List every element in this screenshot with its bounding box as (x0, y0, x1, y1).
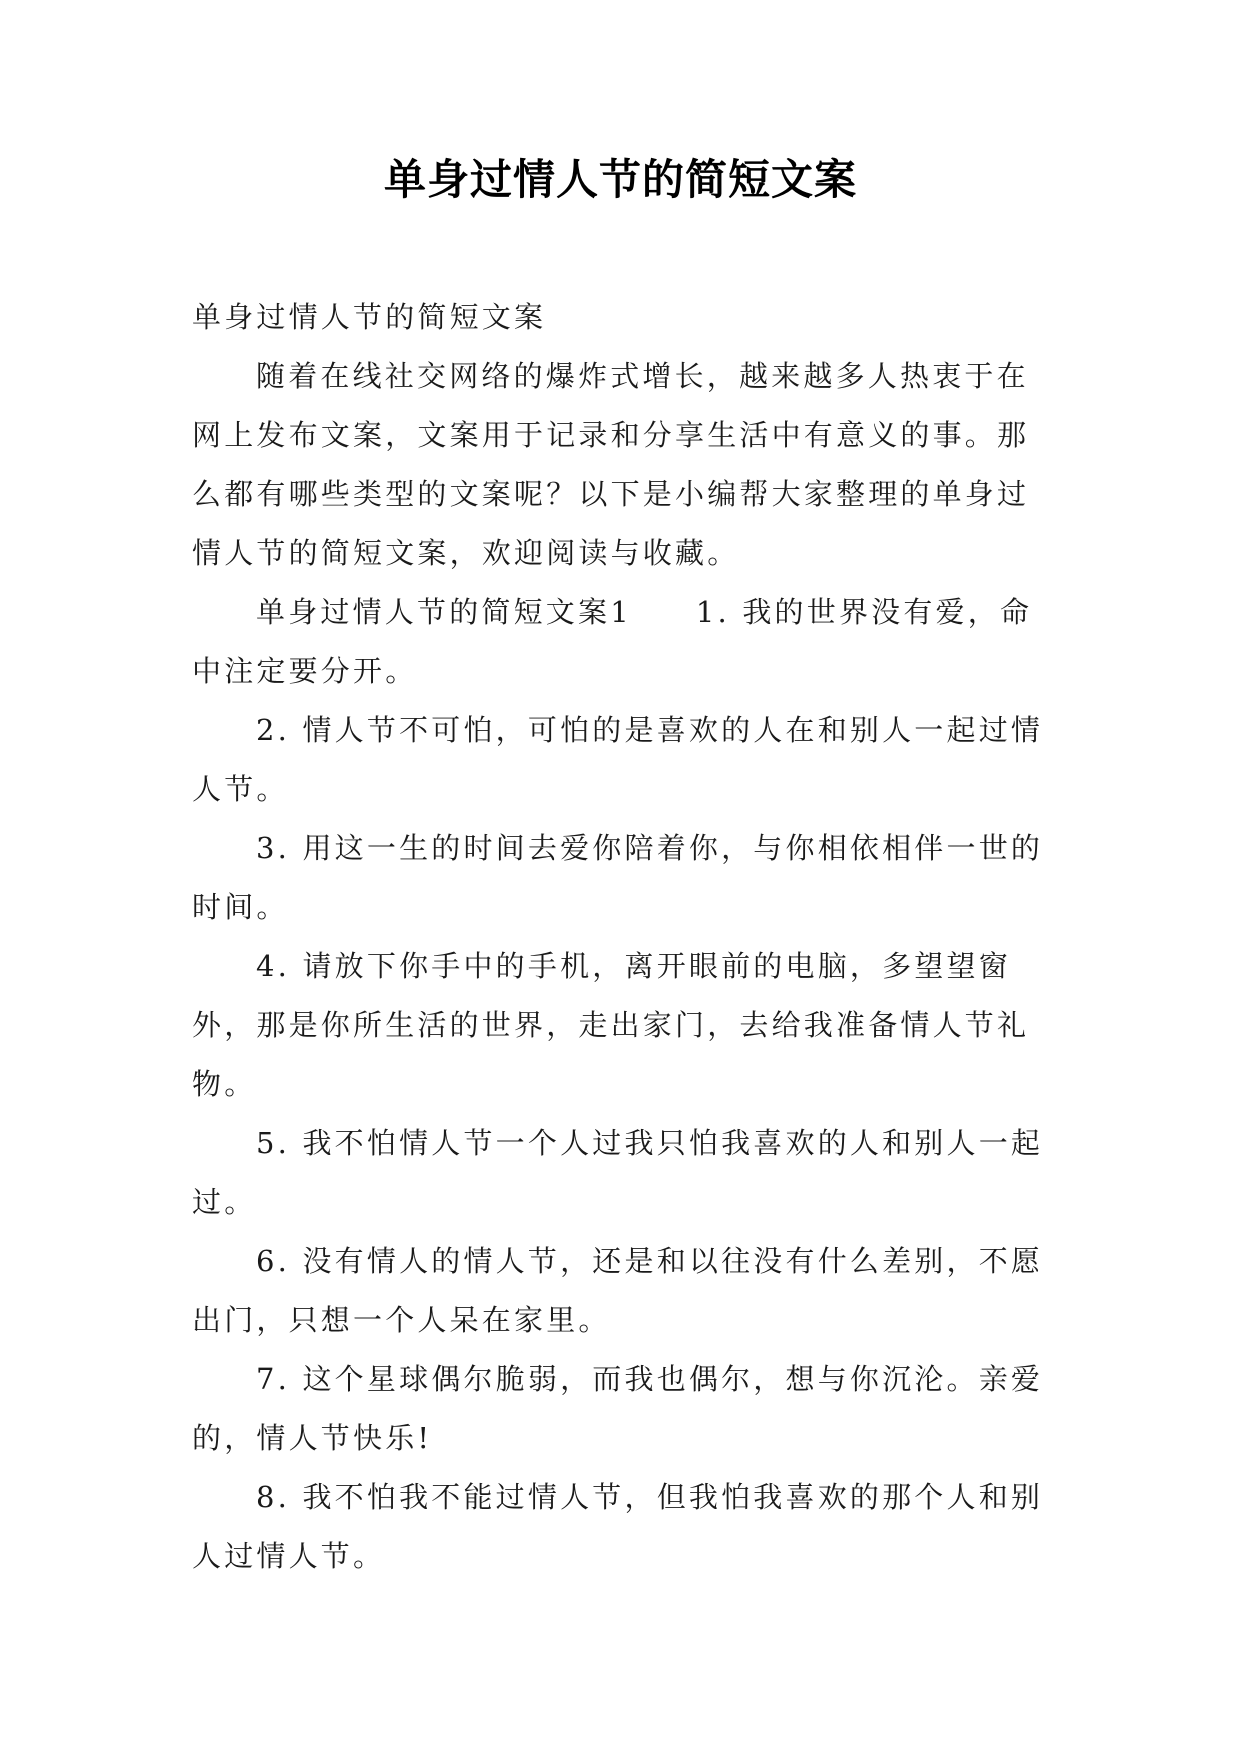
list-item: 5. 我不怕情人节一个人过我只怕我喜欢的人和别人一起过。 (192, 1126, 1044, 1219)
list-item: 6. 没有情人的情人节，还是和以往没有什么差别，不愿出门，只想一个人呆在家里。 (192, 1244, 1044, 1337)
list-item: 4. 请放下你手中的手机，离开眼前的电脑，多望望窗外，那是你所生活的世界，走出家门，去给我准备情人节礼物。 (192, 949, 1030, 1101)
intro-paragraph: 随着在线社交网络的爆炸式增长，越来越多人热衷于在网上发布文案，文案用于记录和分享生活中有意义的事。那么都有哪些类型的文案呢？以下是小编帮大家整理的单身过情人节的简短文案，欢迎阅读与收藏。 (192, 359, 1030, 570)
document-subtitle: 单身过情人节的简短文案 (192, 300, 547, 334)
list-item: 1. 我的世界没有爱，命中注定要分开。 (192, 595, 1033, 688)
list-item: 7. 这个星球偶尔脆弱，而我也偶尔，想与你沉沦。亲爱的，情人节快乐! (192, 1362, 1044, 1455)
list-item: 2. 情人节不可怕，可怕的是喜欢的人在和别人一起过情人节。 (192, 713, 1044, 806)
list-item: 3. 用这一生的时间去爱你陪着你，与你相依相伴一世的时间。 (192, 831, 1044, 924)
document-title: 单身过情人节的简短文案 (383, 155, 857, 204)
section-heading-paragraph (192, 583, 1052, 701)
section-heading: 单身过情人节的简短文案1 (256, 595, 632, 629)
document-body (192, 288, 1052, 1586)
list-item: 8. 我不怕我不能过情人节，但我怕我喜欢的那个人和别人过情人节。 (192, 1480, 1044, 1573)
